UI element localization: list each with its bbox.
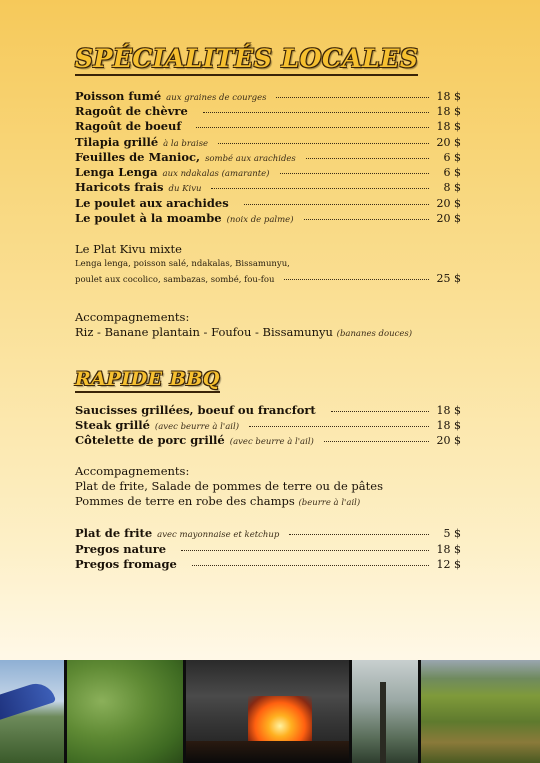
menu-item [75,104,461,119]
dot-leader [284,271,428,280]
menu-item [75,557,461,572]
item-name: Lenga Lenga [75,165,158,179]
accompaniments-note: (bananes douces) [336,329,413,339]
dot-leader [304,211,429,220]
dot-leader [218,135,428,144]
section-title-text: SPÉCIALITÉS LOCALES [75,44,419,73]
menu-item [75,418,461,433]
title-underline [75,391,220,393]
tree-trunk [380,682,386,763]
menu-item [75,542,461,557]
bbq-accompaniments-line1: Plat de frite, Salade de pommes de terre ou de pâtes [75,479,383,493]
plat-kivu-description: Lenga lenga, poisson salé, ndakalas, Bissamunyu, [75,259,290,269]
bbq-accompaniments-line2 [75,494,360,511]
item-price: 20 $ [436,197,461,210]
item-name: Le poulet aux arachides [75,196,229,210]
item-price: 18 $ [436,120,461,133]
item-note: (avec beurre à l'ail) [229,437,314,447]
item-name: Ragoût de chèvre [75,104,188,118]
item-price: 6 $ [443,151,461,164]
dot-leader [331,403,429,412]
item-name: Pregos nature [75,542,167,556]
item-note: (noix de palme) [226,215,294,225]
menu-item [75,135,461,150]
item-note: aux graines de courges [166,93,267,103]
title-underline [75,74,418,76]
section-title-text: RAPIDE BBQ [75,368,220,390]
dot-leader [280,165,430,174]
volcano-ground [186,741,349,763]
item-note: avec mayonnaise et ketchup [157,530,280,540]
item-name: Haricots frais [75,180,164,194]
item-price: 20 $ [436,212,461,225]
item-note: aux ndakalas (amarante) [162,169,270,179]
dot-leader [196,119,428,128]
item-price: 18 $ [436,543,461,556]
bbq-accompaniments-label: Accompagnements: [75,464,190,478]
section-title-local-specialties [75,44,418,76]
bbq-accompaniments-text: Pommes de terre en robe des champs [75,494,295,508]
plane-photo [0,660,64,763]
item-note: du Kivu [168,184,202,194]
menu-item [75,150,461,165]
menu-item [75,196,461,211]
dot-leader [276,89,428,98]
dot-leader [249,418,428,427]
item-name: Feuilles de Manioc, [75,150,201,164]
terraced-fields-photo [421,660,540,763]
plane-wing [0,679,56,722]
accompaniments-list [75,325,412,342]
dot-leader [244,196,429,205]
green-hills-photo [67,660,183,763]
dot-leader [211,180,429,189]
item-name: Steak grillé [75,418,150,432]
item-price: 12 $ [436,558,461,571]
volcano-photo [186,660,349,763]
section-title-rapide-bbq [75,368,220,393]
bbq-accompaniments-note: (beurre à l'ail) [298,498,361,508]
dot-leader [324,433,429,442]
item-note: (avec beurre à l'ail) [154,422,240,432]
accompaniments-label: Accompagnements: [75,310,190,324]
item-name: Côtelette de porc grillé [75,433,225,447]
item-note: à la braise [163,139,209,149]
item-name: Pregos fromage [75,557,177,571]
menu-item [75,89,461,104]
item-price: 18 $ [436,105,461,118]
item-price: 5 $ [443,527,461,540]
menu-item [75,180,461,195]
item-name: Plat de frite [75,526,153,540]
plat-kivu-price-row [75,271,461,286]
plat-kivu-description-2: poulet aux cocolico, sambazas, sombé, fou-fou [75,275,275,285]
menu-item [75,165,461,180]
item-price: 18 $ [436,419,461,432]
item-name: Le poulet à la moambe [75,211,222,225]
dot-leader [192,557,429,566]
item-price: 18 $ [436,404,461,417]
item-price: 20 $ [436,434,461,447]
item-name: Saucisses grillées, boeuf ou francfort [75,403,316,417]
item-name: Tilapia grillé [75,135,159,149]
item-price: 18 $ [436,90,461,103]
item-price: 8 $ [443,181,461,194]
plat-kivu-title: Le Plat Kivu mixte [75,242,182,256]
menu-item [75,119,461,134]
item-note: sombé aux arachides [205,154,296,164]
dot-leader [306,150,429,159]
item-name: Poisson fumé [75,89,162,103]
dot-leader [289,526,429,535]
menu-item [75,211,461,226]
dot-leader [181,542,428,551]
item-name: Ragoût de boeuf [75,119,182,133]
item-price: 20 $ [436,136,461,149]
item-price: 6 $ [443,166,461,179]
menu-item [75,526,461,541]
photo-strip [0,660,540,763]
dot-leader [203,104,429,113]
menu-item [75,403,461,418]
accompaniments-text: Riz - Banane plantain - Foufou - Bissamunyu [75,325,333,339]
tree-photo [352,660,418,763]
menu-item [75,433,461,448]
item-price: 25 $ [436,272,461,285]
